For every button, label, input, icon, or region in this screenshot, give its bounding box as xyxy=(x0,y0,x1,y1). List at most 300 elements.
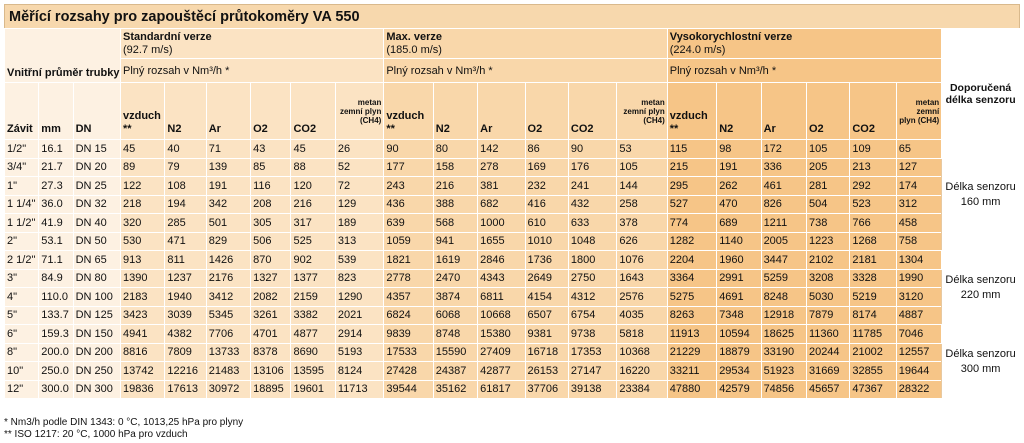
table-cell: 471 xyxy=(165,232,206,251)
table-cell: 71 xyxy=(206,140,250,159)
table-cell: 3364 xyxy=(667,269,716,288)
table-cell: 3" xyxy=(5,269,39,288)
table-cell: 1304 xyxy=(896,251,941,270)
page-title: Měřící rozsahy pro zapouštěcí průtokoměry VA 550 xyxy=(4,4,1020,28)
table-cell: 127 xyxy=(896,158,941,177)
table-cell: 506 xyxy=(251,232,291,251)
table-cell: 26153 xyxy=(525,362,568,381)
table-cell: 19644 xyxy=(896,362,941,381)
table-cell: 28322 xyxy=(896,380,941,399)
table-cell: 6824 xyxy=(384,306,433,325)
table-cell: 461 xyxy=(761,177,806,196)
table-cell: 27428 xyxy=(384,362,433,381)
col-header-ch4-standard: metan zemní plyn (CH4) xyxy=(335,83,384,140)
col-header-mm: mm xyxy=(39,83,73,140)
table-cell: 33190 xyxy=(761,343,806,362)
table-cell: 216 xyxy=(291,195,335,214)
table-cell: 1390 xyxy=(121,269,165,288)
col-header-co2-max: CO2 xyxy=(568,83,616,140)
table-cell: 7046 xyxy=(896,325,941,344)
table-cell: 174 xyxy=(896,177,941,196)
table-cell: 689 xyxy=(717,214,761,233)
table-cell: 122 xyxy=(121,177,165,196)
range-label-standard: Plný rozsah v Nm³/h * xyxy=(121,59,384,83)
table-cell: 826 xyxy=(761,195,806,214)
table-cell: 504 xyxy=(806,195,849,214)
table-cell: 416 xyxy=(525,195,568,214)
table-cell: 1821 xyxy=(384,251,433,270)
table-cell: 17533 xyxy=(384,343,433,362)
table-cell: 13106 xyxy=(251,362,291,381)
table-cell: 45 xyxy=(121,140,165,159)
table-row xyxy=(5,158,1020,177)
table-cell: 4343 xyxy=(478,269,525,288)
table-cell: 2183 xyxy=(121,288,165,307)
table-cell: 458 xyxy=(896,214,941,233)
table-row xyxy=(5,288,1020,307)
table-cell: 13595 xyxy=(291,362,335,381)
table-cell: 35162 xyxy=(433,380,477,399)
table-cell: 766 xyxy=(850,214,896,233)
table-cell: 1619 xyxy=(433,251,477,270)
table-cell: DN 65 xyxy=(73,251,120,270)
table-cell: 941 xyxy=(433,232,477,251)
table-cell: 8816 xyxy=(121,343,165,362)
table-row xyxy=(5,380,1020,399)
table-cell: 176 xyxy=(568,158,616,177)
col-header-n2-max: N2 xyxy=(433,83,477,140)
table-cell: 4154 xyxy=(525,288,568,307)
table-cell: 2" xyxy=(5,232,39,251)
table-cell: 774 xyxy=(667,214,716,233)
table-cell: 86 xyxy=(525,140,568,159)
table-cell: 7348 xyxy=(717,306,761,325)
table-cell: 13733 xyxy=(206,343,250,362)
table-cell: 501 xyxy=(206,214,250,233)
table-row xyxy=(5,140,1020,159)
table-cell: 18625 xyxy=(761,325,806,344)
table-cell: 24387 xyxy=(433,362,477,381)
table-cell: 913 xyxy=(121,251,165,270)
col-header-ar-standard: Ar xyxy=(206,83,250,140)
table-row xyxy=(5,269,1020,288)
table-cell: 47367 xyxy=(850,380,896,399)
table-cell: 18879 xyxy=(717,343,761,362)
table-cell: 19601 xyxy=(291,380,335,399)
table-cell: 1 1/2" xyxy=(5,214,39,233)
table-cell: 41.9 xyxy=(39,214,73,233)
table-cell: DN 300 xyxy=(73,380,120,399)
table-cell: 5818 xyxy=(617,325,667,344)
table-cell: 2750 xyxy=(568,269,616,288)
table-cell: 8748 xyxy=(433,325,477,344)
group-header-standard xyxy=(121,29,384,59)
range-label-highspeed: Plný rozsah v Nm³/h * xyxy=(667,59,941,83)
table-cell: 39138 xyxy=(568,380,616,399)
table-cell: 305 xyxy=(251,214,291,233)
table-cell: 158 xyxy=(433,158,477,177)
table-cell: 8" xyxy=(5,343,39,362)
group-speed-highspeed: (224.0 m/s) xyxy=(669,43,726,56)
table-cell: 7809 xyxy=(165,343,206,362)
table-cell: 3412 xyxy=(206,288,250,307)
table-cell: 52 xyxy=(335,158,384,177)
table-cell: 16220 xyxy=(617,362,667,381)
table-row xyxy=(5,325,1020,344)
group-name-max: Max. verze xyxy=(386,30,442,43)
table-cell: DN 80 xyxy=(73,269,120,288)
table-cell: DN 50 xyxy=(73,232,120,251)
table-cell: 432 xyxy=(568,195,616,214)
table-cell: 216 xyxy=(433,177,477,196)
table-cell: DN 40 xyxy=(73,214,120,233)
table-cell: 26 xyxy=(335,140,384,159)
table-cell: 4357 xyxy=(384,288,433,307)
table-cell: 7706 xyxy=(206,325,250,344)
table-cell: 2176 xyxy=(206,269,250,288)
table-row xyxy=(5,251,1020,270)
col-header-o2-highspeed: O2 xyxy=(806,83,849,140)
table-cell: 89 xyxy=(121,158,165,177)
col-header-dn: DN xyxy=(73,83,120,140)
table-cell: 16.1 xyxy=(39,140,73,159)
table-cell: 1" xyxy=(5,177,39,196)
table-cell: 194 xyxy=(165,195,206,214)
table-cell: 21229 xyxy=(667,343,716,362)
table-cell: 53 xyxy=(617,140,667,159)
table-cell: 39544 xyxy=(384,380,433,399)
table-cell: 3/4" xyxy=(5,158,39,177)
table-cell: 45 xyxy=(291,140,335,159)
table-cell: 3208 xyxy=(806,269,849,288)
inner-diameter-header xyxy=(5,29,121,83)
table-cell: 20244 xyxy=(806,343,849,362)
table-cell: 626 xyxy=(617,232,667,251)
table-cell: 11785 xyxy=(850,325,896,344)
table-cell: 2021 xyxy=(335,306,384,325)
table-cell: 6507 xyxy=(525,306,568,325)
table-cell: 1327 xyxy=(251,269,291,288)
table-cell: 18895 xyxy=(251,380,291,399)
table-cell: 30972 xyxy=(206,380,250,399)
table-cell: 388 xyxy=(433,195,477,214)
table-cell: 2204 xyxy=(667,251,716,270)
table-cell: 31669 xyxy=(806,362,849,381)
table-cell: 1048 xyxy=(568,232,616,251)
col-header-o2-max: O2 xyxy=(525,83,568,140)
table-row xyxy=(5,306,1020,325)
table-cell: 1990 xyxy=(896,269,941,288)
table-cell: 9738 xyxy=(568,325,616,344)
footnote-nm3: * Nm3/h podle DIN 1343: 0 °C, 1013,25 hPa pro plyny xyxy=(4,417,244,428)
table-cell: 436 xyxy=(384,195,433,214)
table-cell: 129 xyxy=(335,195,384,214)
table-cell: 33211 xyxy=(667,362,716,381)
table-cell: 1960 xyxy=(717,251,761,270)
table-cell: 2 1/2" xyxy=(5,251,39,270)
table-cell: DN 32 xyxy=(73,195,120,214)
table-cell: 12216 xyxy=(165,362,206,381)
table-cell: 2649 xyxy=(525,269,568,288)
table-cell: 278 xyxy=(478,158,525,177)
table-cell: 115 xyxy=(667,140,716,159)
col-header-thread: Závit xyxy=(5,83,39,140)
table-cell: 15380 xyxy=(478,325,525,344)
table-cell: 5219 xyxy=(850,288,896,307)
table-cell: 6068 xyxy=(433,306,477,325)
table-cell: 79 xyxy=(165,158,206,177)
table-cell: 5259 xyxy=(761,269,806,288)
table-cell: 1140 xyxy=(717,232,761,251)
range-label-max: Plný rozsah v Nm³/h * xyxy=(384,59,667,83)
table-cell: 243 xyxy=(384,177,433,196)
table-cell: 6811 xyxy=(478,288,525,307)
table-cell: DN 100 xyxy=(73,288,120,307)
table-cell: 36.0 xyxy=(39,195,73,214)
table-cell: 1 1/4" xyxy=(5,195,39,214)
table-cell: 42877 xyxy=(478,362,525,381)
table-cell: 17353 xyxy=(568,343,616,362)
table-cell: 8263 xyxy=(667,306,716,325)
table-cell: 110.0 xyxy=(39,288,73,307)
table-cell: 23384 xyxy=(617,380,667,399)
table-cell: 191 xyxy=(206,177,250,196)
table-cell: 11913 xyxy=(667,325,716,344)
table-cell: 10368 xyxy=(617,343,667,362)
table-cell: DN 20 xyxy=(73,158,120,177)
table-cell: 8124 xyxy=(335,362,384,381)
table-cell: 1377 xyxy=(291,269,335,288)
table-cell: 4701 xyxy=(251,325,291,344)
table-cell: 1426 xyxy=(206,251,250,270)
table-cell: 139 xyxy=(206,158,250,177)
table-cell: 3447 xyxy=(761,251,806,270)
table-cell: 3120 xyxy=(896,288,941,307)
table-cell: 2102 xyxy=(806,251,849,270)
table-cell: 27147 xyxy=(568,362,616,381)
sensor-length-cell: Délka senzoru 220 mm xyxy=(942,251,1020,325)
col-header-n2-standard: N2 xyxy=(165,83,206,140)
table-cell: 300.0 xyxy=(39,380,73,399)
table-cell: 902 xyxy=(291,251,335,270)
table-cell: 10594 xyxy=(717,325,761,344)
table-cell: 80 xyxy=(433,140,477,159)
table-cell: 1655 xyxy=(478,232,525,251)
table-cell: 45657 xyxy=(806,380,849,399)
col-header-ar-max: Ar xyxy=(478,83,525,140)
table-cell: 5275 xyxy=(667,288,716,307)
table-cell: 4312 xyxy=(568,288,616,307)
table-cell: 65 xyxy=(896,140,941,159)
table-cell: 758 xyxy=(896,232,941,251)
table-cell: 116 xyxy=(251,177,291,196)
col-header-air-max: vzduch ** xyxy=(384,83,433,140)
table-cell: 4887 xyxy=(896,306,941,325)
table-cell: 4382 xyxy=(165,325,206,344)
table-cell: 317 xyxy=(291,214,335,233)
table-cell: 530 xyxy=(121,232,165,251)
col-header-ch4-max: metan zemní plyn (CH4) xyxy=(617,83,667,140)
table-cell: 205 xyxy=(806,158,849,177)
table-cell: 2991 xyxy=(717,269,761,288)
table-cell: 21.7 xyxy=(39,158,73,177)
table-cell: 378 xyxy=(617,214,667,233)
table-cell: 5345 xyxy=(206,306,250,325)
table-cell: DN 125 xyxy=(73,306,120,325)
table-cell: 870 xyxy=(251,251,291,270)
inner-diameter-label: Vnitřní průměr trubky xyxy=(7,67,120,79)
table-cell: 9381 xyxy=(525,325,568,344)
table-cell: 3039 xyxy=(165,306,206,325)
table-cell: 6754 xyxy=(568,306,616,325)
table-cell: 2181 xyxy=(850,251,896,270)
table-cell: 8248 xyxy=(761,288,806,307)
table-cell: 6" xyxy=(5,325,39,344)
table-cell: 1237 xyxy=(165,269,206,288)
table-cell: 811 xyxy=(165,251,206,270)
table-cell: 200.0 xyxy=(39,343,73,362)
table-cell: 88 xyxy=(291,158,335,177)
table-cell: 47880 xyxy=(667,380,716,399)
table-cell: 527 xyxy=(667,195,716,214)
table-cell: 1000 xyxy=(478,214,525,233)
table-cell: 241 xyxy=(568,177,616,196)
table-cell: 10" xyxy=(5,362,39,381)
group-header-highspeed xyxy=(667,29,941,59)
table-cell: 3382 xyxy=(291,306,335,325)
table-cell: 172 xyxy=(761,140,806,159)
table-cell: 40 xyxy=(165,140,206,159)
table-cell: 4877 xyxy=(291,325,335,344)
table-cell: 738 xyxy=(806,214,849,233)
table-row xyxy=(5,177,1020,196)
table-cell: 250.0 xyxy=(39,362,73,381)
table-cell: 4941 xyxy=(121,325,165,344)
table-row xyxy=(5,214,1020,233)
table-cell: 1/2" xyxy=(5,140,39,159)
table-cell: DN 25 xyxy=(73,177,120,196)
table-cell: 159.3 xyxy=(39,325,73,344)
sensor-length-cell: Délka senzoru 300 mm xyxy=(942,325,1020,399)
table-cell: 633 xyxy=(568,214,616,233)
table-cell: 21483 xyxy=(206,362,250,381)
table-cell: 15590 xyxy=(433,343,477,362)
footnote-iso: ** ISO 1217: 20 °C, 1000 hPa pro vzduch xyxy=(4,429,188,440)
table-cell: 1282 xyxy=(667,232,716,251)
table-cell: 144 xyxy=(617,177,667,196)
measuring-range-table xyxy=(4,28,1020,399)
table-cell: 142 xyxy=(478,140,525,159)
table-cell: 9839 xyxy=(384,325,433,344)
table-cell: 539 xyxy=(335,251,384,270)
table-cell: 2082 xyxy=(251,288,291,307)
table-cell: 71.1 xyxy=(39,251,73,270)
table-cell: 8690 xyxy=(291,343,335,362)
table-cell: 29534 xyxy=(717,362,761,381)
table-cell: 16718 xyxy=(525,343,568,362)
table-cell: 1940 xyxy=(165,288,206,307)
table-cell: 232 xyxy=(525,177,568,196)
table-cell: 61817 xyxy=(478,380,525,399)
table-row xyxy=(5,195,1020,214)
col-header-air-standard: vzduch ** xyxy=(121,83,165,140)
table-cell: 191 xyxy=(717,158,761,177)
table-cell: 313 xyxy=(335,232,384,251)
table-cell: 74856 xyxy=(761,380,806,399)
table-cell: 2005 xyxy=(761,232,806,251)
table-cell: 262 xyxy=(717,177,761,196)
table-cell: 27.3 xyxy=(39,177,73,196)
table-cell: 1211 xyxy=(761,214,806,233)
table-cell: 19836 xyxy=(121,380,165,399)
table-cell: 3328 xyxy=(850,269,896,288)
table-cell: 829 xyxy=(206,232,250,251)
table-cell: 2778 xyxy=(384,269,433,288)
table-cell: 1076 xyxy=(617,251,667,270)
table-cell: 823 xyxy=(335,269,384,288)
table-cell: 1268 xyxy=(850,232,896,251)
table-cell: 568 xyxy=(433,214,477,233)
table-cell: 3874 xyxy=(433,288,477,307)
table-cell: 2576 xyxy=(617,288,667,307)
table-cell: 215 xyxy=(667,158,716,177)
table-cell: 1010 xyxy=(525,232,568,251)
col-header-co2-highspeed: CO2 xyxy=(850,83,896,140)
table-cell: 4035 xyxy=(617,306,667,325)
table-cell: 98 xyxy=(717,140,761,159)
table-cell: 72 xyxy=(335,177,384,196)
table-cell: 381 xyxy=(478,177,525,196)
table-cell: 3261 xyxy=(251,306,291,325)
footnotes xyxy=(4,417,243,441)
table-cell: 2470 xyxy=(433,269,477,288)
col-header-o2-standard: O2 xyxy=(251,83,291,140)
table-cell: 213 xyxy=(850,158,896,177)
table-cell: 2914 xyxy=(335,325,384,344)
table-cell: 17613 xyxy=(165,380,206,399)
table-cell: 1736 xyxy=(525,251,568,270)
table-cell: 610 xyxy=(525,214,568,233)
table-cell: 177 xyxy=(384,158,433,177)
table-cell: 11713 xyxy=(335,380,384,399)
table-cell: 32855 xyxy=(850,362,896,381)
group-speed-max: (185.0 m/s) xyxy=(386,43,442,56)
table-cell: 42579 xyxy=(717,380,761,399)
table-cell: DN 200 xyxy=(73,343,120,362)
table-cell: 12" xyxy=(5,380,39,399)
table-cell: DN 150 xyxy=(73,325,120,344)
table-cell: 43 xyxy=(251,140,291,159)
table-cell: 523 xyxy=(850,195,896,214)
group-name-highspeed: Vysokorychlostní verze xyxy=(669,30,793,43)
table-row xyxy=(5,343,1020,362)
table-cell: 342 xyxy=(206,195,250,214)
table-cell: 7879 xyxy=(806,306,849,325)
table-cell: 4691 xyxy=(717,288,761,307)
table-cell: 189 xyxy=(335,214,384,233)
table-cell: 1059 xyxy=(384,232,433,251)
table-cell: 109 xyxy=(850,140,896,159)
measuring-range-sheet xyxy=(4,4,1020,399)
table-cell: 105 xyxy=(806,140,849,159)
table-cell: 1290 xyxy=(335,288,384,307)
table-cell: 53.1 xyxy=(39,232,73,251)
table-cell: DN 250 xyxy=(73,362,120,381)
group-name-standard: Standardní verze xyxy=(123,30,212,43)
table-cell: 208 xyxy=(251,195,291,214)
table-cell: 1643 xyxy=(617,269,667,288)
table-cell: 218 xyxy=(121,195,165,214)
